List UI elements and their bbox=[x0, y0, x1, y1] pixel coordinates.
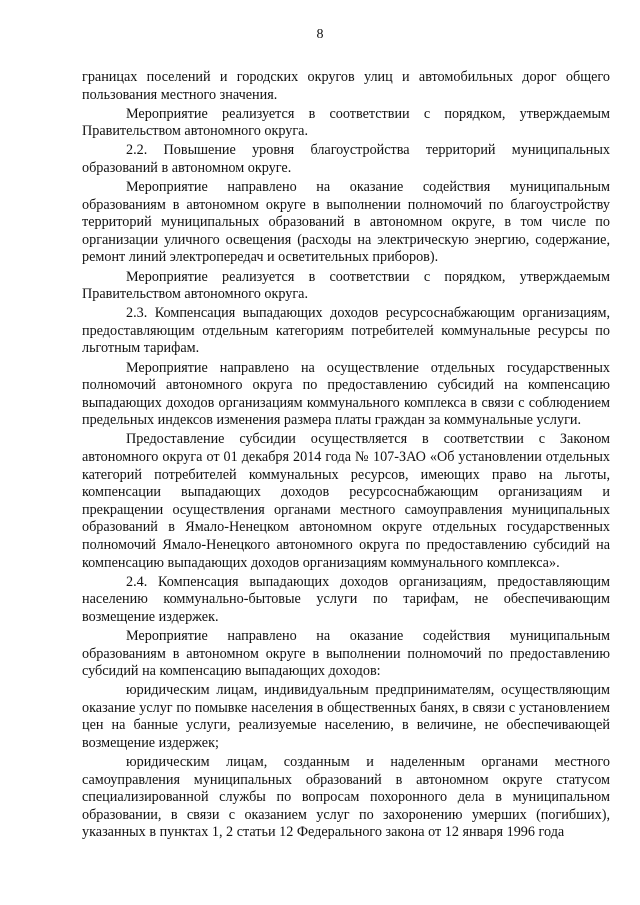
list-item: юридическим лицам, созданным и наделенным органами местного самоуправления муниципальных образований в автономном округе статусом специализированной службы по вопросам похоронного дела в муниципальном образовании, в связи с оказанием услуг по захоронению умерших (погибших), указанных в пунктах 1, 2 статьи 12 Федерального закона от 12 января 1996 года bbox=[82, 754, 610, 841]
section-heading: 2.2. Повышение уровня благоустройства территорий муниципальных образований в автономном округе. bbox=[82, 142, 610, 176]
paragraph: Мероприятие направлено на оказание содействия муниципальным образованиям в автономном округе в выполнении полномочий по благоустройству территорий муниципальных образований в автономном округе, в том числе по организации уличного освещения (расходы на электрическую энергию, содержание, ремонт линий электропередач и осветительных приборов). bbox=[82, 179, 610, 266]
document-body bbox=[82, 69, 610, 842]
page-number: 8 bbox=[316, 27, 324, 42]
list-item: юридическим лицам, индивидуальным предпринимателям, осуществляющим оказание услуг по помывке населения в общественных банях, в связи с установлением цен на банные услуги, реализуемые населению, в величине, не обеспечивающей возмещение издержек; bbox=[82, 682, 610, 751]
paragraph: Мероприятие направлено на осуществление отдельных государственных полномочий автономного округа по предоставлению субсидий на компенсацию выпадающих доходов организациям коммунального комплекса в связи с соблюдением предельных индексов изменения размера платы граждан за коммунальные услуги. bbox=[82, 359, 610, 429]
paragraph: границах поселений и городских округов улиц и автомобильных дорог общего пользования местного значения. bbox=[82, 69, 610, 103]
paragraph: Мероприятие направлено на оказание содействия муниципальным образованиям в автономном округе в выполнении полномочий по предоставлению субсидий на компенсацию выпадающих доходов: bbox=[82, 627, 610, 680]
paragraph: Мероприятие реализуется в соответствии с порядком, утверждаемым Правительством автономного округа. bbox=[82, 268, 610, 303]
section-heading: 2.4. Компенсация выпадающих доходов организациям, предоставляющим населению коммунально-бытовые услуги по тарифам, не обеспечивающим возмещение издержек. bbox=[82, 573, 610, 625]
paragraph: Предоставление субсидии осуществляется в соответствии с Законом автономного округа от 01 декабря 2014 года № 107-ЗАО «Об установлении отдельных категорий потребителей коммунальных ресурсов, имеющих право на льготы, компенсации выпадающих доходов ресурсоснабжающим организациям и прекращении осуществления органами местного самоуправления муниципальных образований в Ямало-Ненецком автономном округе отдельных государственных полномочий Ямало-Ненецкого автономного округа по предоставлению субсидий на компенсацию выпадающих доходов организациям коммунального комплекса». bbox=[82, 431, 610, 571]
section-heading: 2.3. Компенсация выпадающих доходов ресурсоснабжающим организациям, предоставляющим отдельным категориям потребителей коммунальные ресурсы по льготным тарифам. bbox=[82, 305, 610, 357]
paragraph: Мероприятие реализуется в соответствии с порядком, утверждаемым Правительством автономного округа. bbox=[82, 105, 610, 140]
